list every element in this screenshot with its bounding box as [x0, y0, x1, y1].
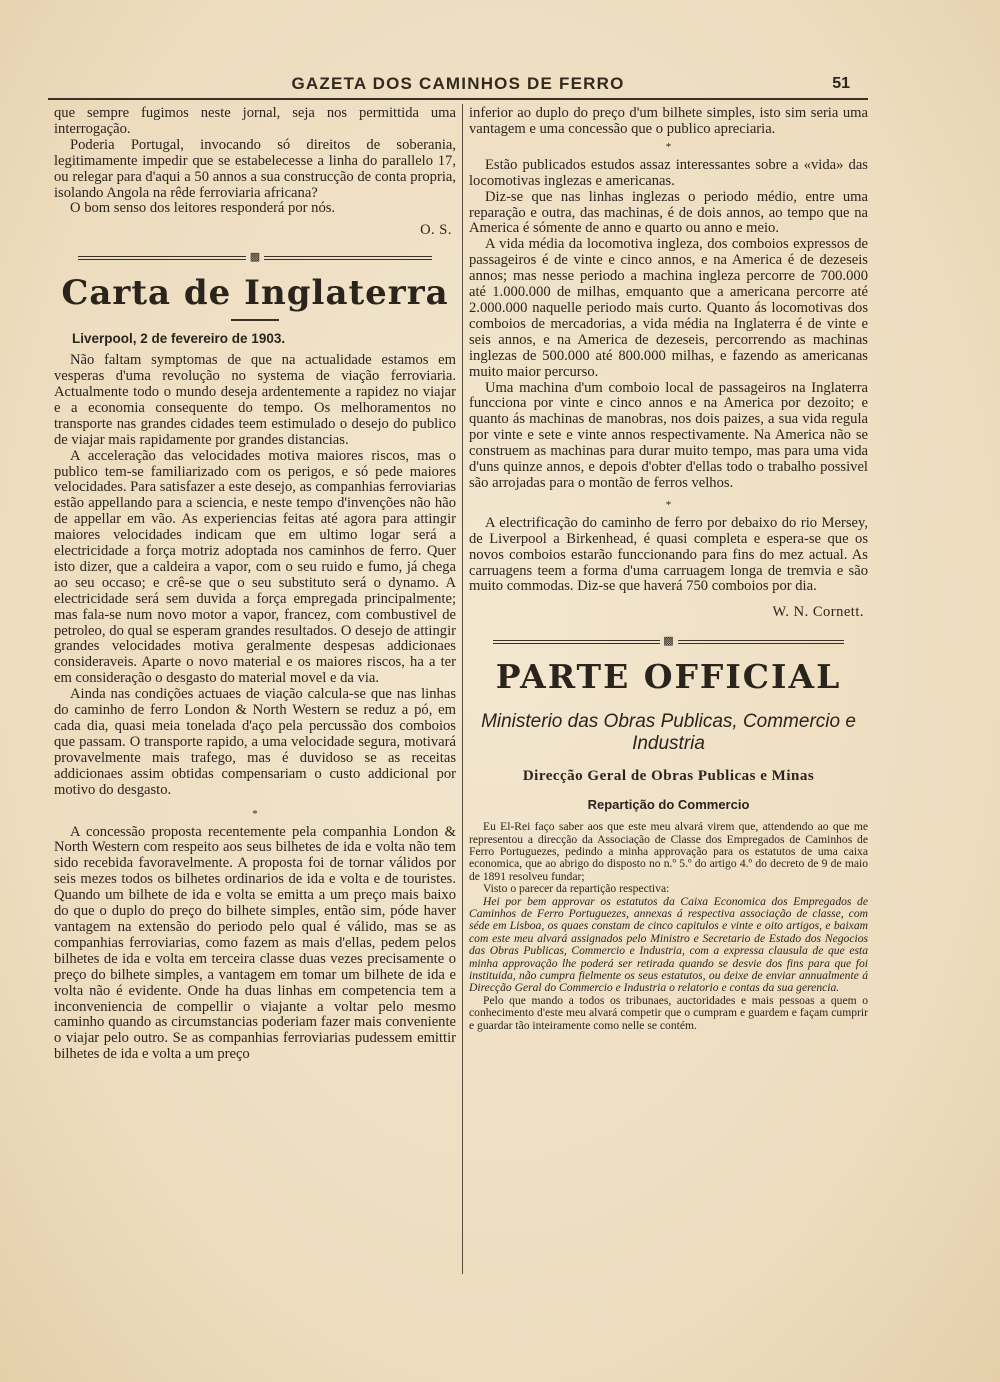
department-heading: Repartição do Commercio [587, 797, 750, 813]
article-paragraph: A acceleração das velocidades motiva maiores riscos, mas o publico tem-se familiarizado com os perigos, e só pede maiores velocidades. Para satisfazer a este desejo, as companhias ferroviarias estão appellando para a sciencia, e neste tempo d'invenções não hão de appellar em vão. As experiencias feitas até agora para attingir maiores velocidades indicam que em ultimo logar será a electricidade a força motriz adoptada nos caminhos de ferro. Quer isto dizer, que a caldeira a vapor, com o seu ruido e fumo, já chega ao seu occaso; e crê-se que o seu substituto será o dynamo. A electricidade será sem duvida a força empregada principalmente; mas fala-se num novo motor a vapor, francez, com combustivel de petroleo, do qual se esperam grandes resultados. O desejo de attingir grandes velocidades motiva geralmente despesas addicionaes consideraveis. Aparte o novo material e os maiores riscos, ha a ter em consideração o desgasto do material movel e da via. [54, 447, 456, 687]
intro-paragraph: que sempre fugimos neste jornal, seja nos permittida uma interrogação. [54, 105, 456, 137]
heading-rule [231, 319, 279, 321]
article-paragraph: Não faltam symptomas de que na actualidade estamos em vesperas d'uma revolução no systema de viação ferroviaria. Actualmente todo o mundo deseja ardentemente a rapidez no viajar e a economia consequente do tempo. Os melhoramentos no transporte nas grandes cidades teem estimulado o desejo do publico de viajar mais rapidamente por grandes distancias. [54, 352, 456, 448]
section-divider [493, 635, 844, 649]
intro-paragraph: O bom senso dos leitores responderá por nós. [70, 200, 336, 217]
article-paragraph: inferior ao duplo do preço d'um bilhete simples, isto sim seria uma vantagem e uma concessão que o publico apreciaria. [469, 105, 868, 137]
article-paragraph: Uma machina d'um comboio local de passageiros na Inglaterra funcciona por vinte e cinco annos e na America por dezoito; e quanto ás machinas de manobras, nos dois paizes, a sua vida regula por vinte e sete e vinte annos respectivamente. Na America não se construem as machinas para durar muito tempo, mas para uma vida d'uns quinze annos, e depois d'obter d'ellas todo o trabalho possivel são arrojadas para o montão de ferros velhos. [469, 379, 868, 491]
locomotive-ornament-icon: ▩ [246, 250, 264, 264]
page-number: 51 [832, 75, 850, 92]
header-rule [48, 98, 868, 100]
section-asterisk: * [665, 140, 672, 153]
left-column [54, 106, 456, 1063]
directorate-heading: Direcção Geral de Obras Publicas e Minas [522, 768, 815, 785]
right-column [469, 106, 868, 1032]
page-header [48, 72, 868, 100]
decree-paragraph: Eu El-Rei faço saber aos que este meu alvará virem que, attendendo ao que me representou a direcção da Associação de Classe dos Empregados de Caminhos de Ferro Portuguezes, pedindo a minha approvação para os estatutos de uma caixa economica, que ao abrigo do disposto no n.º 5.º do artigo 4.º do decreto de 9 de maio de 1891 resolveu fundar; [469, 820, 868, 883]
author-signature: W. N. Cornett. [772, 604, 864, 621]
article-paragraph: A electrificação do caminho de ferro por debaixo do rio Mersey, de Liverpool a Birkenhead, é quasi completa e espera-se que os novos comboios estarão funccionando para fins do mez actual. As carruagens teem a forma d'uma carruagem longa de tremvia e são muito commodas. Diz-se que haverá 750 comboios por dia. [469, 514, 868, 595]
section-asterisk: * [252, 807, 258, 820]
dateline: Liverpool, 2 de fevereiro de 1903. [72, 331, 286, 347]
decree-paragraph: Visto o parecer da repartição respectiva: [483, 882, 670, 896]
section-asterisk: * [665, 498, 672, 511]
decree-paragraph: Hei por bem approvar os estatutos da Caixa Economica dos Empregados de Caminhos de Ferro Portuguezes, annexas á respectiva associação de classe, com séde em Lisboa, os quaes constam de cinco capitulos e vinte e oito artigos, e baixam com este meu alvará assignados pelo Ministro e Secretario de Estado dos Negocios das Obras Publicas, Commercio e Industria, com a expressa clausula de que esta minha approvação lhe poderá ser retirada quando se desvie dos fins para que foi instituida, não cumpra fielmente os seus estatutos, ou deixe de enviar annualmente á Direcção Geral do Commercio e Industria o relatorio e contas da sua gerencia. [469, 894, 868, 995]
article-paragraph: Ainda nas condições actuaes de viação calcula-se que nas linhas do caminho de ferro London & North Western se reduz a pó, em cada dia, quasi meia tonelada d'aço pela percussão dos comboios que passam. O transporte rapido, a uma velocidade segura, motivará provavelmente mais trafego, mas é duvidoso se as receitas addicionaes assim obtidas compensariam o custo addicional por motivo do desgasto. [54, 686, 456, 798]
intro-signature: O. S. [420, 222, 452, 239]
intro-paragraph: Poderia Portugal, invocando só direitos de soberania, legitimamente impedir que se estabelecesse a linha do parallelo 17, ou relegar para d'aqui a 50 annos a sua construcção de conta propria, isolando Angola na rêde ferroviaria africana? [54, 136, 456, 201]
decree-paragraph: Pelo que mando a todos os tribunaes, auctoridades e mais pessoas a quem o conhecimento d'este meu alvará competir que o cumpram e guardem e façam cumprir e guardar tão inteiramente como nelle se contém. [469, 993, 868, 1032]
column-divider [462, 104, 463, 1274]
running-title: GAZETA DOS CAMINHOS DE FERRO [291, 74, 625, 93]
article-paragraph: Estão publicados estudos assaz interessantes sobre a «vida» das locomotivas inglezas e americanas. [469, 156, 868, 189]
ministry-heading: Ministerio das Obras Publicas, Commercio e Industria [481, 711, 856, 755]
parte-official-heading: PARTE OFFICIAL [495, 657, 842, 697]
carta-heading: Carta de Inglaterra [61, 273, 449, 314]
decree-text [469, 821, 868, 1032]
section-divider [78, 251, 432, 265]
article-paragraph: A vida média da locomotiva ingleza, dos comboios expressos de passageiros é de vinte e cinco annos, e na America é de dezeseis annos; mas nesse periodo a machina ingleza percorre de 700.000 até 1.000.000 de milhas, emquanto que a americana percorre até 2.000.000 naquelle periodo mais curto. Quanto ás locomotivas dos comboios de mercadorias, a vida média na Inglaterra é de vinte e seis annos, e na America de dezeseis, percorrendo as machinas inglezas de 500.000 até 800.000 milhas, e fazendo as americanas muito maior percurso. [469, 236, 868, 380]
article-paragraph: Diz-se que nas linhas inglezas o periodo médio, entre uma reparação e outra, das machinas, é de dois annos, ao tempo que na America é sómente de anno e quarto ou anno e meio. [469, 188, 868, 237]
locomotive-ornament-icon: ▩ [660, 634, 678, 648]
article-paragraph: A concessão proposta recentemente pela companhia London & North Western com respeito aos seus bilhetes de ida e volta não tem sido recebida favoravelmente. A proposta foi de tornar válidos por seis mezes todos os bilhetes ordinarios de ida e volta e de touristes. Quando um bilhete de ida e volta se emitta a um preço mais baixo do que o duplo do preço do bilhete simples, então sim, póde haver vantagem na extensão do periodo pelo qual é válido, mas se as companhias ferroviarias, como fazem as mais d'ellas, pedem pelos bilhetes de ida e volta em terceira classe duas vezes precisamente o preço do bilhete simples, a vantagem em tomar um bilhete de ida e volta não é evidente. Onde ha duas linhas em competencia tem a inconveniencia de compellir o viajante a voltar pelo mesmo caminho quando as circumstancias poderiam fazer mais conveniente o viajar pelo outro. Se as companhias ferroviarias pudessem emittir bilhetes de ida e volta a um preço [54, 823, 456, 1063]
